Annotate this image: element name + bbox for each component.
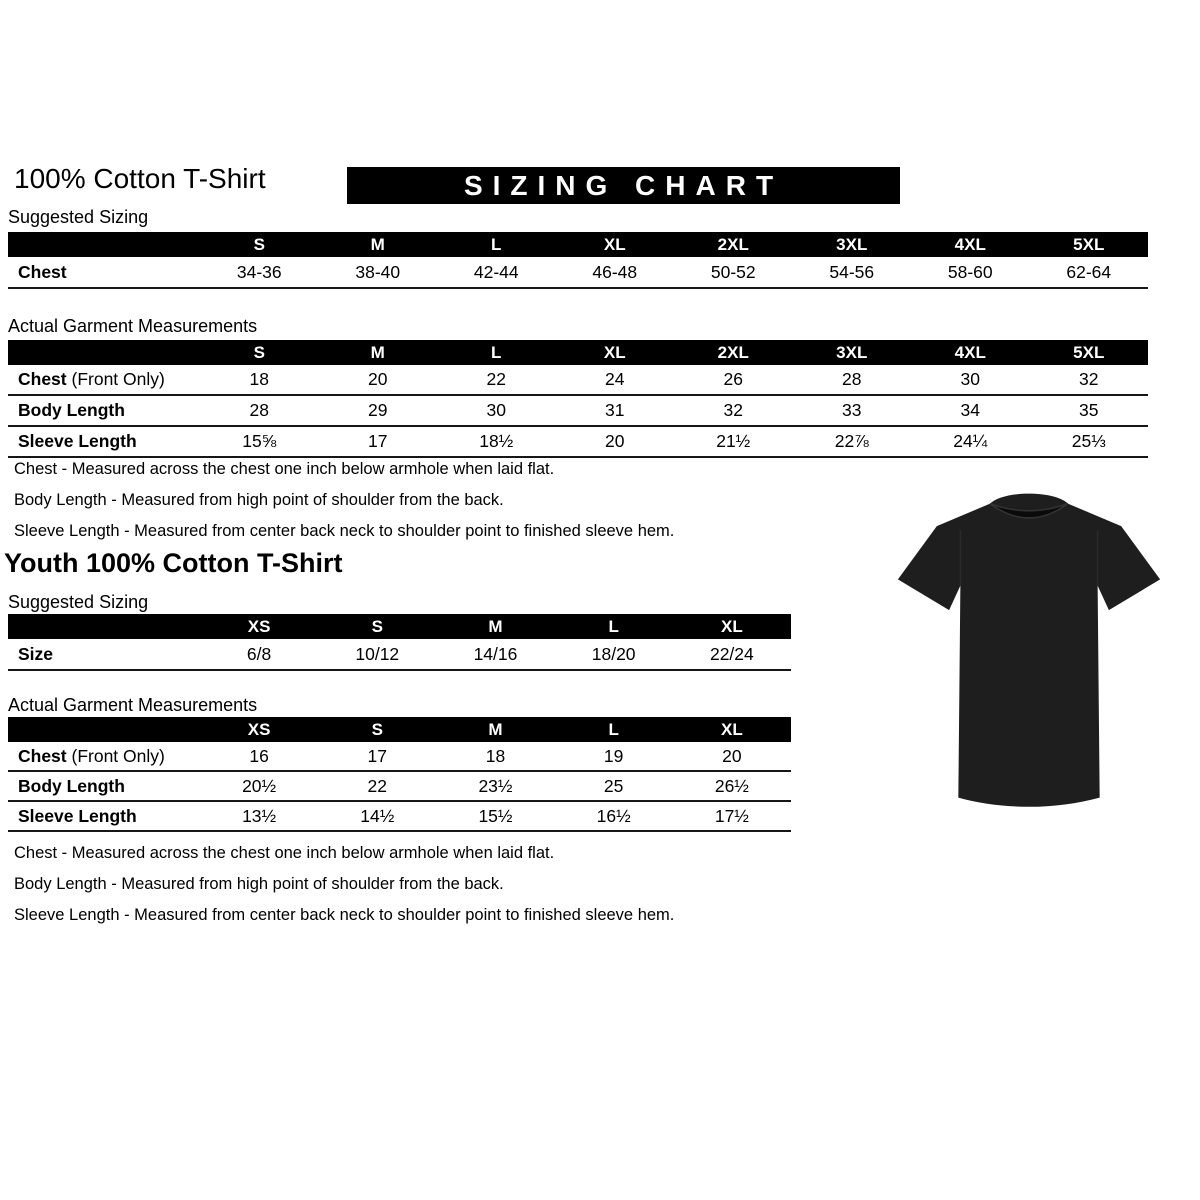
size-column-header: XS [200, 717, 318, 742]
size-column-header: 4XL [911, 232, 1030, 257]
size-column-header: M [319, 340, 438, 365]
size-column-header: L [555, 614, 673, 639]
measurement-value: 22 [318, 771, 436, 801]
size-column-header: L [437, 340, 556, 365]
size-column-header: L [437, 232, 556, 257]
adult-title: 100% Cotton T-Shirt [14, 163, 266, 194]
size-column-header: S [200, 340, 319, 365]
measurement-value: 34 [911, 395, 1030, 426]
measurement-value: 32 [1030, 365, 1149, 395]
adult-actual-measurements-table [8, 340, 1148, 458]
measurement-value: 16½ [555, 801, 673, 831]
size-column-header: 2XL [674, 340, 793, 365]
size-column-header: 5XL [1030, 340, 1149, 365]
measurement-value: 17 [318, 742, 436, 771]
measurement-value: 21½ [674, 426, 793, 457]
measurement-value: 46-48 [556, 257, 675, 288]
measurement-value: 32 [674, 395, 793, 426]
size-column-header: S [318, 717, 436, 742]
header-row [8, 340, 1148, 365]
measurement-value: 38-40 [319, 257, 438, 288]
header-empty-cell [8, 232, 200, 257]
header-row [8, 717, 791, 742]
table-row [8, 639, 791, 670]
measurement-value: 26½ [673, 771, 791, 801]
actual-measurements-label-adult: Actual Garment Measurements [8, 316, 258, 336]
measurement-value: 58-60 [911, 257, 1030, 288]
row-label: Body Length [8, 771, 200, 801]
table-row [8, 395, 1148, 426]
measurement-value: 25⅓ [1030, 426, 1149, 457]
measurement-value: 14/16 [436, 639, 554, 670]
measurement-value: 22⅞ [793, 426, 912, 457]
measurement-value: 24¼ [911, 426, 1030, 457]
measurement-value: 20 [673, 742, 791, 771]
measurement-value: 33 [793, 395, 912, 426]
measurement-value: 6/8 [200, 639, 318, 670]
size-column-header: 2XL [674, 232, 793, 257]
table-row [8, 365, 1148, 395]
size-column-header: M [319, 232, 438, 257]
black-tshirt-image [893, 477, 1165, 815]
measurement-value: 28 [200, 395, 319, 426]
row-label: Sleeve Length [8, 801, 200, 831]
row-label: Chest (Front Only) [8, 365, 200, 395]
measurement-value: 10/12 [318, 639, 436, 670]
size-column-header: 4XL [911, 340, 1030, 365]
row-label: Body Length [8, 395, 200, 426]
sizing-chart-banner: SIZING CHART [347, 167, 900, 204]
size-column-header: S [200, 232, 319, 257]
measurement-value: 16 [200, 742, 318, 771]
header-empty-cell [8, 717, 200, 742]
header-empty-cell [8, 340, 200, 365]
size-column-header: L [555, 717, 673, 742]
adult-measurement-notes [14, 460, 674, 553]
row-label: Chest [8, 257, 200, 288]
measurement-value: 17 [319, 426, 438, 457]
measurement-value: 28 [793, 365, 912, 395]
table-row [8, 801, 791, 831]
measurement-value: 24 [556, 365, 675, 395]
measurement-value: 18½ [437, 426, 556, 457]
adult-suggested-sizing-table [8, 232, 1148, 289]
size-column-header: M [436, 614, 554, 639]
measurement-value: 25 [555, 771, 673, 801]
measurement-value: 14½ [318, 801, 436, 831]
note-body-length: Body Length - Measured from high point of shoulder from the back. [14, 875, 504, 893]
header-row [8, 614, 791, 639]
measurement-value: 18/20 [555, 639, 673, 670]
tshirt-body-shape [898, 494, 1160, 807]
measurement-value: 26 [674, 365, 793, 395]
size-column-header: XL [556, 232, 675, 257]
size-column-header: XS [200, 614, 318, 639]
table-row [8, 771, 791, 801]
note-body-length: Body Length - Measured from high point of shoulder from the back. [14, 491, 504, 509]
row-label: Chest (Front Only) [8, 742, 200, 771]
actual-measurements-label-youth: Actual Garment Measurements [8, 695, 258, 715]
measurement-value: 34-36 [200, 257, 319, 288]
measurement-value: 30 [437, 395, 556, 426]
suggested-sizing-label-adult: Suggested Sizing [8, 207, 149, 227]
measurement-value: 42-44 [437, 257, 556, 288]
size-column-header: 3XL [793, 340, 912, 365]
measurement-value: 17½ [673, 801, 791, 831]
header-empty-cell [8, 614, 200, 639]
measurement-value: 18 [436, 742, 554, 771]
measurement-value: 20 [319, 365, 438, 395]
measurement-value: 35 [1030, 395, 1149, 426]
table-row [8, 257, 1148, 288]
size-column-header: S [318, 614, 436, 639]
measurement-value: 50-52 [674, 257, 793, 288]
measurement-value: 29 [319, 395, 438, 426]
youth-actual-measurements-table [8, 717, 791, 832]
size-column-header: XL [673, 614, 791, 639]
size-column-header: 5XL [1030, 232, 1149, 257]
row-label: Sleeve Length [8, 426, 200, 457]
note-sleeve-length: Sleeve Length - Measured from center back neck to shoulder point to finished sleeve hem. [14, 906, 675, 924]
measurement-value: 20 [556, 426, 675, 457]
measurement-value: 20½ [200, 771, 318, 801]
note-sleeve-length: Sleeve Length - Measured from center back neck to shoulder point to finished sleeve hem. [14, 522, 675, 540]
youth-suggested-sizing-table [8, 614, 791, 671]
note-chest: Chest - Measured across the chest one inch below armhole when laid flat. [14, 460, 555, 478]
table-row [8, 742, 791, 771]
measurement-value: 23½ [436, 771, 554, 801]
row-label: Size [8, 639, 200, 670]
suggested-sizing-label-youth: Suggested Sizing [8, 592, 149, 612]
size-column-header: 3XL [793, 232, 912, 257]
measurement-value: 19 [555, 742, 673, 771]
measurement-value: 13½ [200, 801, 318, 831]
youth-measurement-notes [14, 844, 674, 937]
measurement-value: 30 [911, 365, 1030, 395]
measurement-value: 62-64 [1030, 257, 1149, 288]
measurement-value: 18 [200, 365, 319, 395]
size-column-header: XL [673, 717, 791, 742]
measurement-value: 22/24 [673, 639, 791, 670]
header-row [8, 232, 1148, 257]
size-column-header: M [436, 717, 554, 742]
youth-title: Youth 100% Cotton T-Shirt [4, 548, 343, 578]
measurement-value: 15⅝ [200, 426, 319, 457]
size-column-header: XL [556, 340, 675, 365]
measurement-value: 31 [556, 395, 675, 426]
note-chest: Chest - Measured across the chest one inch below armhole when laid flat. [14, 844, 555, 862]
measurement-value: 54-56 [793, 257, 912, 288]
measurement-value: 15½ [436, 801, 554, 831]
table-row [8, 426, 1148, 457]
measurement-value: 22 [437, 365, 556, 395]
